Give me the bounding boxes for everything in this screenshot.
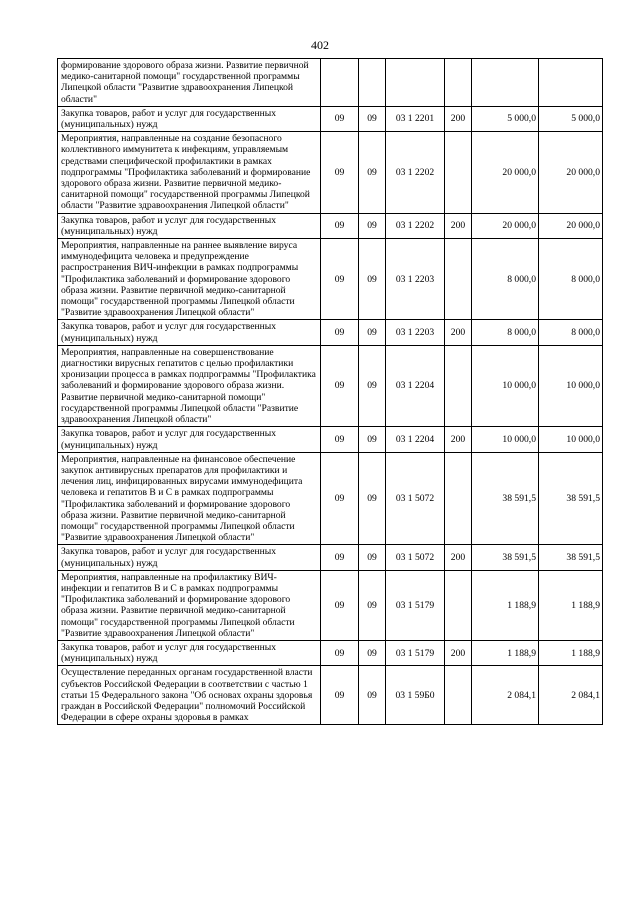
row-description: Закупка товаров, работ и услуг для государственных (муниципальных) нужд <box>58 320 321 345</box>
row-description: Закупка товаров, работ и услуг для государственных (муниципальных) нужд <box>58 545 321 570</box>
section-code <box>321 59 359 107</box>
amount-cell: 8 000,0 <box>539 320 603 345</box>
target-article-code: 03 1 2204 <box>386 427 445 452</box>
expense-type-code: 200 <box>445 640 472 665</box>
amount-cell: 8 000,0 <box>472 239 539 320</box>
target-article-code: 03 1 5179 <box>386 640 445 665</box>
table-row <box>58 570 603 640</box>
row-description: Закупка товаров, работ и услуг для государственных (муниципальных) нужд <box>58 640 321 665</box>
expense-type-code <box>445 132 472 213</box>
table-row <box>58 666 603 725</box>
target-article-code: 03 1 5072 <box>386 545 445 570</box>
expense-type-code: 200 <box>445 545 472 570</box>
section-code: 09 <box>321 132 359 213</box>
subsection-code: 09 <box>359 345 386 426</box>
table-row <box>58 452 603 545</box>
subsection-code: 09 <box>359 320 386 345</box>
amount-cell: 1 188,9 <box>472 570 539 640</box>
expense-type-code: 200 <box>445 320 472 345</box>
expense-type-code <box>445 345 472 426</box>
amount-cell: 20 000,0 <box>472 213 539 238</box>
row-description: Мероприятия, направленные на профилактику ВИЧ-инфекции и гепатитов В и С в рамках подпрограммы "Профилактика заболеваний и формирование здорового образа жизни. Развитие первичной медико-санитарной помощи" государственной программы Липецкой области "Развитие здравоохранения Липецкой области" <box>58 570 321 640</box>
section-code: 09 <box>321 666 359 725</box>
table-row <box>58 545 603 570</box>
table-row <box>58 345 603 426</box>
subsection-code: 09 <box>359 640 386 665</box>
amount-cell: 20 000,0 <box>539 213 603 238</box>
row-description: Осуществление переданных органам государственной власти субъектов Российской Федерации в соответствии с частью 1 статьи 15 Федерального закона "Об основах охраны здоровья граждан в Российской Федерации" полномочий Российской Федерации в сфере охраны здоровья в рамках <box>58 666 321 725</box>
row-description: Закупка товаров, работ и услуг для государственных (муниципальных) нужд <box>58 213 321 238</box>
amount-cell: 5 000,0 <box>472 106 539 131</box>
expense-type-code <box>445 239 472 320</box>
section-code: 09 <box>321 320 359 345</box>
subsection-code: 09 <box>359 545 386 570</box>
amount-cell: 2 084,1 <box>539 666 603 725</box>
expense-type-code: 200 <box>445 213 472 238</box>
section-code: 09 <box>321 239 359 320</box>
amount-cell: 10 000,0 <box>539 345 603 426</box>
table-row <box>58 59 603 107</box>
row-description: Мероприятия, направленные на раннее выявление вируса иммунодефицита человека и предупреждение распространения ВИЧ-инфекции в рамках подпрограммы "Профилактика заболеваний и формирование здорового образа жизни. Развитие первичной медико-санитарной помощи" государственной программы Липецкой области "Развитие здравоохранения Липецкой области" <box>58 239 321 320</box>
target-article-code: 03 1 2204 <box>386 345 445 426</box>
subsection-code: 09 <box>359 452 386 545</box>
subsection-code: 09 <box>359 213 386 238</box>
subsection-code <box>359 59 386 107</box>
row-description: Закупка товаров, работ и услуг для государственных (муниципальных) нужд <box>58 427 321 452</box>
amount-cell: 1 188,9 <box>472 640 539 665</box>
target-article-code: 03 1 2202 <box>386 132 445 213</box>
row-description: Мероприятия, направленные на совершенствование диагностики вирусных гепатитов с целью профилактики хронизации процесса в рамках подпрограммы "Профилактика заболеваний и формирование здорового образа жизни. Развитие первичной медико-санитарной помощи" государственной программы Липецкой области "Развитие здравоохранения Липецкой области" <box>58 345 321 426</box>
table-row <box>58 239 603 320</box>
amount-cell: 20 000,0 <box>539 132 603 213</box>
budget-table <box>57 58 603 725</box>
target-article-code <box>386 59 445 107</box>
page-number: 402 <box>311 38 329 52</box>
amount-cell <box>539 59 603 107</box>
target-article-code: 03 1 59Б0 <box>386 666 445 725</box>
amount-cell: 8 000,0 <box>472 320 539 345</box>
subsection-code: 09 <box>359 132 386 213</box>
row-description: Мероприятия, направленные на финансовое обеспечение закупок антивирусных препаратов для профилактики и лечения лиц, инфицированных вирусами иммунодефицита человека и гепатитов В и С в рамках подпрограммы "Профилактика заболеваний и формирование здорового образа жизни. Развитие первичной медико-санитарной помощи" государственной программы Липецкой области "Развитие здравоохранения Липецкой области" <box>58 452 321 545</box>
table-row <box>58 427 603 452</box>
amount-cell: 2 084,1 <box>472 666 539 725</box>
target-article-code: 03 1 2203 <box>386 239 445 320</box>
subsection-code: 09 <box>359 106 386 131</box>
section-code: 09 <box>321 640 359 665</box>
section-code: 09 <box>321 570 359 640</box>
target-article-code: 03 1 2202 <box>386 213 445 238</box>
table-row <box>58 640 603 665</box>
section-code: 09 <box>321 545 359 570</box>
amount-cell: 38 591,5 <box>539 452 603 545</box>
amount-cell: 10 000,0 <box>539 427 603 452</box>
expense-type-code: 200 <box>445 106 472 131</box>
expense-type-code <box>445 59 472 107</box>
subsection-code: 09 <box>359 427 386 452</box>
target-article-code: 03 1 5072 <box>386 452 445 545</box>
amount-cell: 10 000,0 <box>472 345 539 426</box>
expense-type-code: 200 <box>445 427 472 452</box>
row-description: Закупка товаров, работ и услуг для государственных (муниципальных) нужд <box>58 106 321 131</box>
table-row <box>58 106 603 131</box>
section-code: 09 <box>321 345 359 426</box>
amount-cell: 38 591,5 <box>472 545 539 570</box>
target-article-code: 03 1 2201 <box>386 106 445 131</box>
amount-cell: 20 000,0 <box>472 132 539 213</box>
subsection-code: 09 <box>359 239 386 320</box>
amount-cell: 10 000,0 <box>472 427 539 452</box>
target-article-code: 03 1 2203 <box>386 320 445 345</box>
section-code: 09 <box>321 427 359 452</box>
subsection-code: 09 <box>359 666 386 725</box>
amount-cell: 5 000,0 <box>539 106 603 131</box>
target-article-code: 03 1 5179 <box>386 570 445 640</box>
table-row <box>58 213 603 238</box>
amount-cell: 1 188,9 <box>539 640 603 665</box>
table-row <box>58 320 603 345</box>
amount-cell: 38 591,5 <box>539 545 603 570</box>
amount-cell: 1 188,9 <box>539 570 603 640</box>
expense-type-code <box>445 666 472 725</box>
table-row <box>58 132 603 213</box>
amount-cell: 38 591,5 <box>472 452 539 545</box>
expense-type-code <box>445 570 472 640</box>
expense-type-code <box>445 452 472 545</box>
row-description: формирование здорового образа жизни. Развитие первичной медико-санитарной помощи" государственной программы Липецкой области "Развитие здравоохранения Липецкой области" <box>58 59 321 107</box>
row-description: Мероприятия, направленные на создание безопасного коллективного иммунитета к инфекциям, управляемым средствами специфической профилактики в рамках подпрограммы "Профилактика заболеваний и формирование здорового образа жизни. Развитие первичной медико-санитарной помощи" государственной программы Липецкой области "Развитие здравоохранения Липецкой области" <box>58 132 321 213</box>
section-code: 09 <box>321 452 359 545</box>
section-code: 09 <box>321 213 359 238</box>
section-code: 09 <box>321 106 359 131</box>
subsection-code: 09 <box>359 570 386 640</box>
amount-cell: 8 000,0 <box>539 239 603 320</box>
amount-cell <box>472 59 539 107</box>
